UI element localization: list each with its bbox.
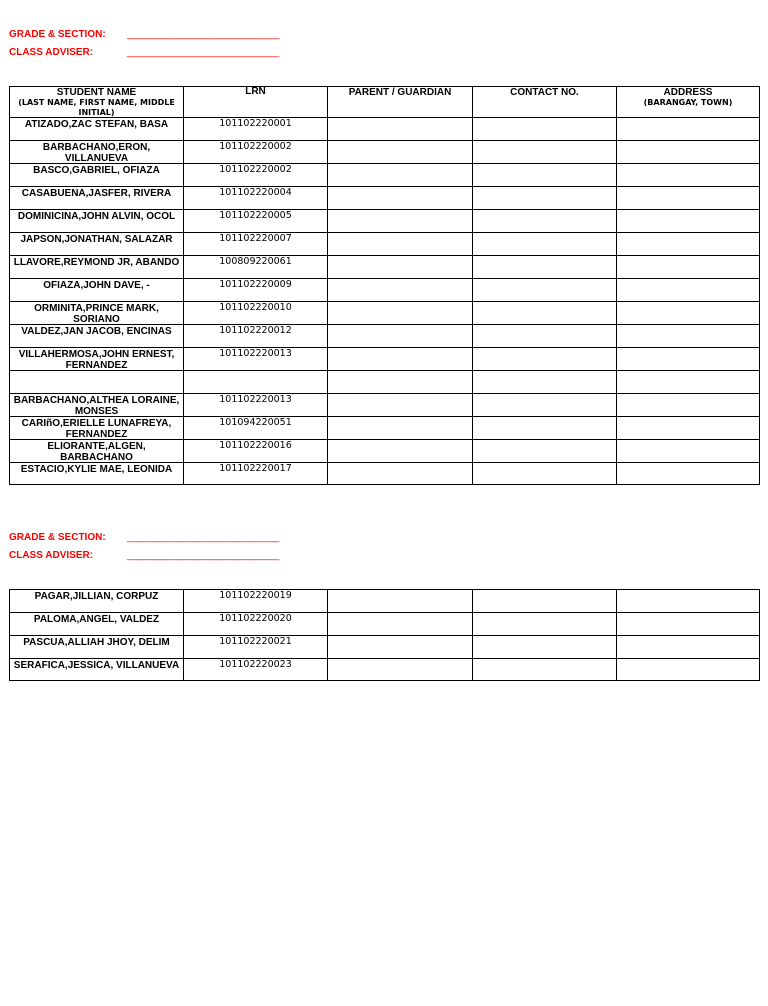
contact-no-cell xyxy=(472,635,616,658)
lrn-cell: 101102220007 xyxy=(183,232,327,255)
parent-guardian-cell xyxy=(327,255,472,278)
grade-section-blank: ______________________________ xyxy=(127,29,279,40)
contact-no-cell xyxy=(472,232,616,255)
table-row xyxy=(9,393,760,416)
address-cell xyxy=(616,232,760,255)
parent-guardian-cell xyxy=(327,370,472,393)
lrn-cell: 101102220020 xyxy=(183,612,327,635)
student-name-cell: BASCO,GABRIEL, OFIAZA xyxy=(9,163,183,186)
grade-section-label: GRADE & SECTION: xyxy=(9,29,106,40)
parent-guardian-cell xyxy=(327,324,472,347)
address-cell xyxy=(616,140,760,163)
student-name-cell: BARBACHANO,ERON, VILLANUEVA xyxy=(9,140,183,163)
table-row xyxy=(9,232,760,255)
lrn-cell xyxy=(183,370,327,393)
contact-no-cell xyxy=(472,370,616,393)
address-cell xyxy=(616,393,760,416)
table-row xyxy=(9,301,760,324)
contact-no-cell xyxy=(472,163,616,186)
address-cell xyxy=(616,658,760,681)
grade-section-blank-2: ______________________________ xyxy=(127,532,279,543)
contact-no-cell xyxy=(472,393,616,416)
address-cell xyxy=(616,278,760,301)
class-adviser-blank-2: ______________________________ xyxy=(127,550,279,561)
lrn-cell: 101102220021 xyxy=(183,635,327,658)
parent-guardian-cell xyxy=(327,439,472,462)
table-row xyxy=(9,163,760,186)
contact-no-cell xyxy=(472,140,616,163)
contact-no-cell xyxy=(472,462,616,485)
class-adviser-blank: ______________________________ xyxy=(127,47,279,58)
address-cell xyxy=(616,589,760,612)
table-header-row xyxy=(9,86,760,117)
table-row xyxy=(9,612,760,635)
address-cell xyxy=(616,370,760,393)
student-name-cell: SERAFICA,JESSICA, VILLANUEVA xyxy=(9,658,183,681)
student-name-cell: ORMINITA,PRINCE MARK, SORIANO xyxy=(9,301,183,324)
parent-guardian-cell xyxy=(327,186,472,209)
lrn-cell: 101102220002 xyxy=(183,140,327,163)
table-row xyxy=(9,347,760,370)
table-row xyxy=(9,186,760,209)
address-cell xyxy=(616,324,760,347)
student-name-cell: DOMINICINA,JOHN ALVIN, OCOL xyxy=(9,209,183,232)
parent-guardian-cell xyxy=(327,209,472,232)
table-row xyxy=(9,117,760,140)
header-address-label: ADDRESS xyxy=(663,87,713,98)
class-adviser-label-2: CLASS ADVISER: xyxy=(9,550,94,561)
table-row xyxy=(9,439,760,462)
table-row xyxy=(9,416,760,439)
lrn-cell: 101102220009 xyxy=(183,278,327,301)
parent-guardian-cell xyxy=(327,635,472,658)
table-row xyxy=(9,370,760,393)
address-cell xyxy=(616,186,760,209)
contact-no-cell xyxy=(472,278,616,301)
contact-no-cell xyxy=(472,301,616,324)
contact-no-cell xyxy=(472,209,616,232)
lrn-cell: 101094220051 xyxy=(183,416,327,439)
student-name-cell: CASABUENA,JASFER, RIVERA xyxy=(9,186,183,209)
header-student-name-sub: (LAST NAME, FIRST NAME, MIDDLE INITIAL) xyxy=(18,98,175,117)
student-name-cell: ATIZADO,ZAC STEFAN, BASA xyxy=(9,117,183,140)
parent-guardian-cell xyxy=(327,612,472,635)
parent-guardian-cell xyxy=(327,140,472,163)
student-table-1 xyxy=(9,86,760,485)
parent-guardian-cell xyxy=(327,589,472,612)
address-cell xyxy=(616,163,760,186)
parent-guardian-cell xyxy=(327,658,472,681)
student-name-cell: VALDEZ,JAN JACOB, ENCINAS xyxy=(9,324,183,347)
table-row xyxy=(9,324,760,347)
student-name-cell: ELIORANTE,ALGEN, BARBACHANO xyxy=(9,439,183,462)
address-cell xyxy=(616,117,760,140)
student-name-cell: CARIñO,ERIELLE LUNAFREYA, FERNANDEZ xyxy=(9,416,183,439)
table-row xyxy=(9,635,760,658)
address-cell xyxy=(616,209,760,232)
address-cell xyxy=(616,635,760,658)
parent-guardian-cell xyxy=(327,347,472,370)
lrn-cell: 101102220002 xyxy=(183,163,327,186)
address-cell xyxy=(616,255,760,278)
table-row xyxy=(9,255,760,278)
header-parent-guardian: PARENT / GUARDIAN xyxy=(327,86,472,117)
student-name-cell: PAGAR,JILLIAN, CORPUZ xyxy=(9,589,183,612)
student-name-cell: PALOMA,ANGEL, VALDEZ xyxy=(9,612,183,635)
student-name-cell: JAPSON,JONATHAN, SALAZAR xyxy=(9,232,183,255)
lrn-cell: 101102220012 xyxy=(183,324,327,347)
address-cell xyxy=(616,439,760,462)
header-student-name-label: STUDENT NAME xyxy=(56,87,137,98)
student-name-cell: BARBACHANO,ALTHEA LORAINE, MONSES xyxy=(9,393,183,416)
grade-section-label-2: GRADE & SECTION: xyxy=(9,532,106,543)
lrn-cell: 101102220017 xyxy=(183,462,327,485)
lrn-cell: 101102220010 xyxy=(183,301,327,324)
contact-no-cell xyxy=(472,117,616,140)
header-student-name xyxy=(9,86,183,117)
table-row xyxy=(9,589,760,612)
lrn-cell: 101102220005 xyxy=(183,209,327,232)
parent-guardian-cell xyxy=(327,117,472,140)
lrn-cell: 101102220016 xyxy=(183,439,327,462)
parent-guardian-cell xyxy=(327,393,472,416)
address-cell xyxy=(616,462,760,485)
lrn-cell: 100809220061 xyxy=(183,255,327,278)
lrn-cell: 101102220001 xyxy=(183,117,327,140)
student-name-cell: LLAVORE,REYMOND JR, ABANDO xyxy=(9,255,183,278)
parent-guardian-cell xyxy=(327,301,472,324)
parent-guardian-cell xyxy=(327,278,472,301)
parent-guardian-cell xyxy=(327,462,472,485)
address-cell xyxy=(616,612,760,635)
student-name-cell: PASCUA,ALLIAH JHOY, DELIM xyxy=(9,635,183,658)
table-row xyxy=(9,658,760,681)
table-row xyxy=(9,209,760,232)
contact-no-cell xyxy=(472,658,616,681)
student-name-cell xyxy=(9,370,183,393)
contact-no-cell xyxy=(472,255,616,278)
parent-guardian-cell xyxy=(327,163,472,186)
student-table-2 xyxy=(9,589,760,681)
lrn-cell: 101102220004 xyxy=(183,186,327,209)
lrn-cell: 101102220019 xyxy=(183,589,327,612)
table-row xyxy=(9,462,760,485)
contact-no-cell xyxy=(472,186,616,209)
address-cell xyxy=(616,416,760,439)
parent-guardian-cell xyxy=(327,232,472,255)
parent-guardian-cell xyxy=(327,416,472,439)
address-cell xyxy=(616,301,760,324)
contact-no-cell xyxy=(472,347,616,370)
contact-no-cell xyxy=(472,324,616,347)
lrn-cell: 101102220013 xyxy=(183,347,327,370)
contact-no-cell xyxy=(472,439,616,462)
lrn-cell: 101102220013 xyxy=(183,393,327,416)
class-adviser-label: CLASS ADVISER: xyxy=(9,47,94,58)
address-cell xyxy=(616,347,760,370)
contact-no-cell xyxy=(472,416,616,439)
lrn-cell: 101102220023 xyxy=(183,658,327,681)
student-name-cell: OFIAZA,JOHN DAVE, - xyxy=(9,278,183,301)
header-address-sub: (BARANGAY, TOWN) xyxy=(643,98,733,107)
header-address xyxy=(616,86,760,117)
contact-no-cell xyxy=(472,612,616,635)
header-lrn: LRN xyxy=(183,86,327,117)
table-row xyxy=(9,140,760,163)
student-name-cell: ESTACIO,KYLIE MAE, LEONIDA xyxy=(9,462,183,485)
student-name-cell: VILLAHERMOSA,JOHN ERNEST, FERNANDEZ xyxy=(9,347,183,370)
header-contact-no: CONTACT NO. xyxy=(472,86,616,117)
table-row xyxy=(9,278,760,301)
contact-no-cell xyxy=(472,589,616,612)
